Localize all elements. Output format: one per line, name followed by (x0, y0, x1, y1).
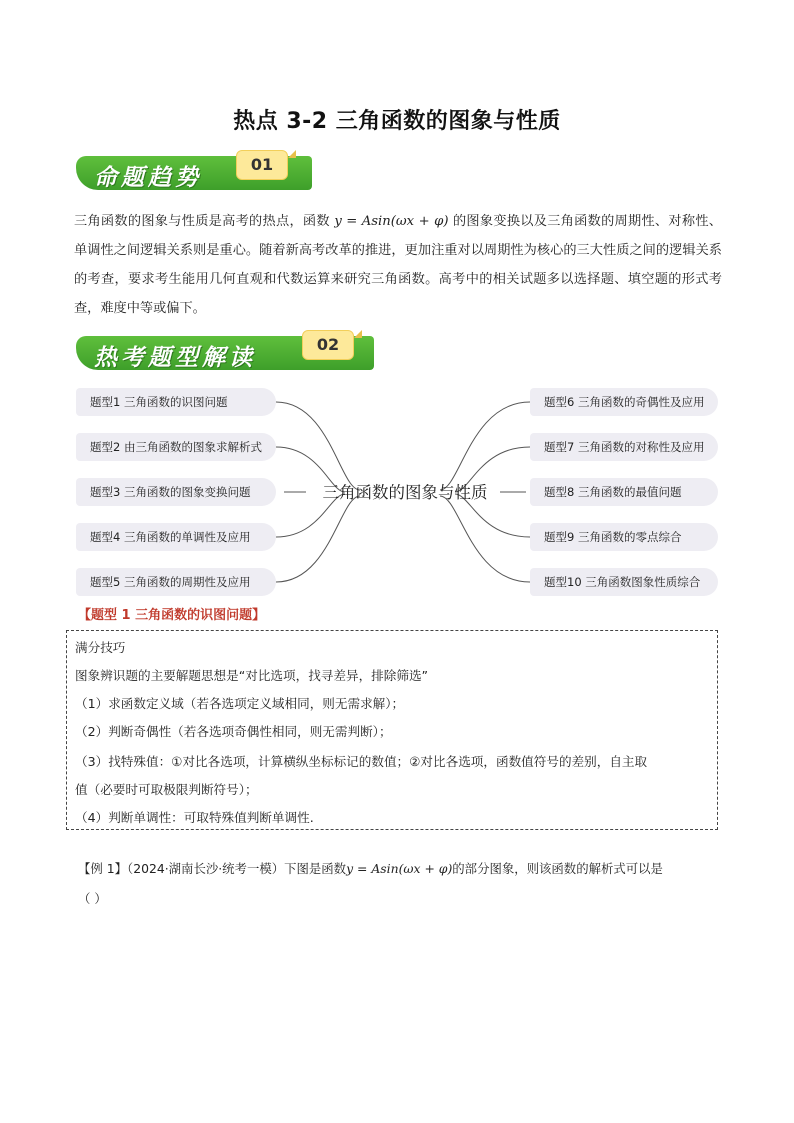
tips-box (66, 630, 718, 830)
banner-types-text: 热考题型解读 (94, 345, 256, 371)
mindmap-center: 三角函数的图象与性质 (322, 483, 488, 502)
tips-line: 图象辨识题的主要解题思想是“对比选项，找寻差异，排除筛选” (75, 668, 429, 683)
example-source: （2024·湖南长沙·统考一模）下图是函数 (127, 861, 347, 876)
tips-line: （1）求函数定义域（若各选项定义域相同，则无需求解）； (75, 696, 405, 711)
connector-right-1 (440, 402, 530, 490)
topic-item-4[interactable]: 题型4 三角函数的单调性及应用 (76, 523, 276, 551)
example-text: 的部分图象，则该函数的解析式可以是 (452, 861, 663, 876)
topic-item-5[interactable]: 题型5 三角函数的周期性及应用 (76, 568, 276, 596)
topic-item-8[interactable]: 题型8 三角函数的最值问题 (530, 478, 718, 506)
banner-trend-text: 命题趋势 (94, 165, 202, 191)
tips-line: （3）找特殊值：①对比各选项，计算横纵坐标标记的数值；②对比各选项，函数值符号的差别，自主取 (75, 754, 648, 769)
topic-item-1[interactable]: 题型1 三角函数的识图问题 (76, 388, 276, 416)
connector-right-5 (440, 496, 530, 582)
tips-line: （4）判断单调性：可取特殊值判断单调性. (75, 810, 314, 825)
example-label: 【例 1】 (78, 861, 127, 876)
intro-text-1: 三角函数的图象与性质是高考的热点，函数 (74, 214, 335, 229)
example-answer-blank[interactable]: （ ） (78, 891, 107, 906)
intro-formula: y = Asin(ωx + φ) (334, 214, 449, 229)
banner-trend-number: 01 (236, 150, 288, 180)
connector-left-5 (276, 496, 360, 582)
tips-line: （2）判断奇偶性（若各选项奇偶性相同，则无需判断）； (75, 724, 392, 739)
example-formula: y = Asin(ωx + φ) (346, 861, 453, 876)
connector-left-1 (276, 402, 360, 490)
example-1 (78, 854, 718, 914)
intro-text-2: 的图象变换以及三角函数的周期性、对称性、单调性之间逻辑关系则是重心。随着新高考改革的推进，更加注重对以周期性为核心的三大性质之间的逻辑关系的考查，要求考生能用几何直观和代数运算来研究三角函数。高考中的相关试题多以选择题、填空题的形式考查，难度中等或偏下。 (74, 214, 722, 316)
topic-item-10[interactable]: 题型10 三角函数图象性质综合 (530, 568, 718, 596)
topic-item-9[interactable]: 题型9 三角函数的零点综合 (530, 523, 718, 551)
topic-item-7[interactable]: 题型7 三角函数的对称性及应用 (530, 433, 718, 461)
topic-item-3[interactable]: 题型3 三角函数的图象变换问题 (76, 478, 276, 506)
topic-item-6[interactable]: 题型6 三角函数的奇偶性及应用 (530, 388, 718, 416)
tips-line: 值（必要时可取极限判断符号）； (75, 782, 258, 797)
page-title: 热点 3-2 三角函数的图象与性质 (233, 109, 561, 134)
section-heading: 【题型 1 三角函数的识图问题】 (78, 608, 266, 623)
banner-types-number: 02 (302, 330, 354, 360)
topic-item-2[interactable]: 题型2 由三角函数的图象求解析式 (76, 433, 276, 461)
tips-title: 满分技巧 (75, 640, 126, 655)
